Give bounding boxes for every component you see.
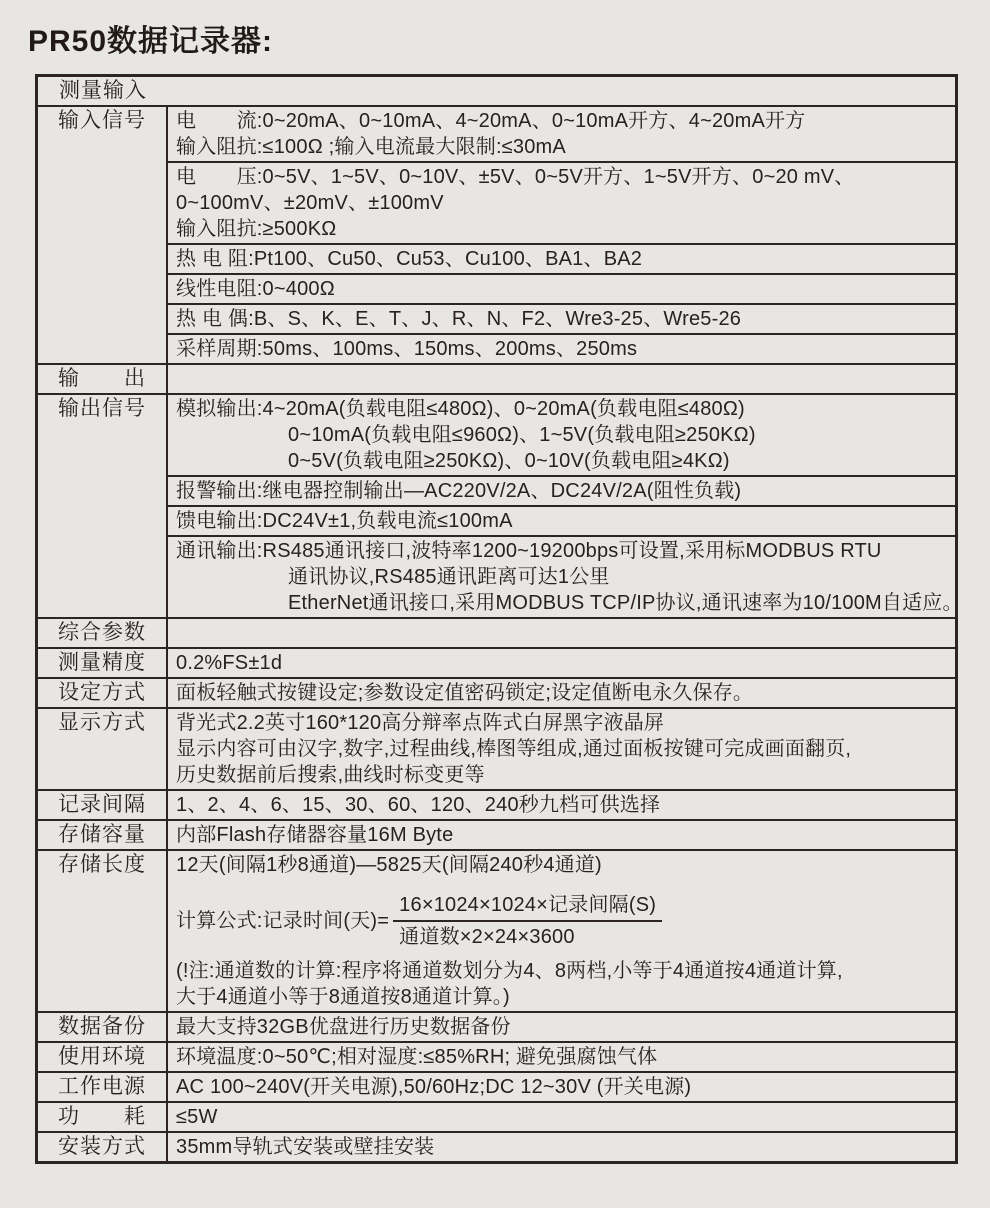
power-consumption-values [168,1103,955,1131]
row-label-record-interval: 记录间隔 [38,791,168,819]
data-backup-values [168,1013,955,1041]
output-analog-3: 0~5V(负载电阻≥250KΩ)、0~10V(负载电阻≥4KΩ) [288,450,730,472]
row-output-signal [38,393,963,617]
storage-length-range: 12天(间隔1秒8通道)—5825天(间隔240秒4通道) [176,854,602,876]
output-feed: 馈电输出:DC24V±1,负载电流≤100mA [176,510,513,532]
input-thermocouple-cell [168,303,955,333]
input-linear-resistance-cell [168,273,955,303]
mounting-values [168,1133,955,1161]
record-interval-values [168,791,955,819]
record-interval-value: 1、2、4、6、15、30、60、120、240秒九档可供选择 [176,794,661,816]
row-label-setting: 设定方式 [38,679,168,707]
row-storage-capacity [38,819,955,849]
storage-length-values [168,851,955,1011]
input-current-impedance: 输入阻抗:≤100Ω ;输入电流最大限制:≤30mA [176,136,566,158]
section-label-general: 综合参数 [38,619,168,647]
row-label-power-consumption: 功 耗 [38,1103,168,1131]
row-accuracy [38,647,955,677]
storage-capacity-value: 内部Flash存储器容量16M Byte [176,824,454,846]
accuracy-values [168,649,955,677]
output-analog-2: 0~10mA(负载电阻≤960Ω)、1~5V(负载电阻≥250KΩ) [288,424,756,446]
row-environment [38,1041,955,1071]
formula-fraction [393,892,662,950]
setting-value: 面板轻触式按键设定;参数设定值密码锁定;设定值断电永久保存。 [176,682,754,704]
row-power-consumption [38,1101,955,1131]
output-comm-cell [168,535,963,617]
power-supply-value: AC 100~240V(开关电源),50/60Hz;DC 12~30V (开关电源) [176,1076,692,1098]
display-values [168,709,955,789]
row-input-signal [38,105,955,363]
output-signal-values [168,395,963,617]
data-backup-value: 最大支持32GB优盘进行历史数据备份 [176,1016,511,1038]
section-row-output [38,363,955,393]
row-label-display: 显示方式 [38,709,168,789]
row-mounting [38,1131,955,1161]
output-feed-cell [168,505,955,535]
section-row-measure-input [38,77,955,105]
row-label-power-supply: 工作电源 [38,1073,168,1101]
display-line-3: 历史数据前后搜索,曲线时标变更等 [176,764,485,786]
section-row-general [38,617,955,647]
row-label-input-signal: 输入信号 [38,107,168,363]
storage-capacity-values [168,821,955,849]
setting-values [168,679,955,707]
output-analog-cell [168,395,955,475]
output-comm-1: 通讯输出:RS485通讯接口,波特率1200~19200bps可设置,采用标MODBUS RTU [176,540,882,562]
storage-length-note-1: (!注:通道数的计算:程序将通道数划分为4、8两档,小等于4通道按4通道计算, [176,960,843,982]
storage-length-formula [176,892,951,950]
display-line-1: 背光式2.2英寸160*120高分辩率点阵式白屏黑字液晶屏 [176,712,665,734]
row-label-mounting: 安装方式 [38,1133,168,1161]
input-voltage-ranges-1: 电 压:0~5V、1~5V、0~10V、±5V、0~5V开方、1~5V开方、0~20 mV、 [176,166,855,188]
input-rtd-cell [168,243,955,273]
formula-denominator: 通道数×2×24×3600 [399,926,575,948]
input-current-ranges: 电 流:0~20mA、0~10mA、4~20mA、0~10mA开方、4~20mA开方 [176,110,806,132]
section-label-output: 输 出 [38,365,168,393]
power-consumption-value: ≤5W [176,1106,218,1128]
row-power-supply [38,1071,955,1101]
input-linear-resistance: 线性电阻:0~400Ω [176,278,335,300]
output-comm-3: EtherNet通讯接口,采用MODBUS TCP/IP协议,通讯速率为10/100M自适应。 [288,592,963,614]
output-comm-2: 通讯协议,RS485通讯距离可达1公里 [288,566,610,588]
output-section-empty-cell [168,365,955,393]
input-thermocouple-types: 热 电 偶:B、S、K、E、T、J、R、N、F2、Wre3-25、Wre5-26 [176,308,742,330]
display-line-2: 显示内容可由汉字,数字,过程曲线,棒图等组成,通过面板按键可完成画面翻页, [176,738,852,760]
general-section-empty-cell [168,619,955,647]
input-voltage-cell [168,161,955,243]
row-display [38,707,955,789]
input-sample-periods: 采样周期:50ms、100ms、150ms、200ms、250ms [176,338,638,360]
input-current-cell [168,107,955,161]
input-voltage-impedance: 输入阻抗:≥500KΩ [176,218,337,240]
output-alarm: 报警输出:继电器控制输出—AC220V/2A、DC24V/2A(阻性负载) [176,480,742,502]
row-label-accuracy: 测量精度 [38,649,168,677]
input-sample-period-cell [168,333,955,363]
input-voltage-ranges-2: 0~100mV、±20mV、±100mV [176,192,444,214]
row-label-environment: 使用环境 [38,1043,168,1071]
output-alarm-cell [168,475,955,505]
row-label-storage-length: 存储长度 [38,851,168,1011]
row-label-data-backup: 数据备份 [38,1013,168,1041]
mounting-value: 35mm导轨式安装或壁挂安装 [176,1136,435,1158]
section-label-measure-input: 测量输入 [59,79,147,102]
row-label-storage-capacity: 存储容量 [38,821,168,849]
page-title: PR50数据记录器: [28,25,274,58]
input-rtd-types: 热 电 阻:Pt100、Cu50、Cu53、Cu100、BA1、BA2 [176,248,643,270]
power-supply-values [168,1073,955,1101]
environment-value: 环境温度:0~50℃;相对湿度:≤85%RH; 避免强腐蚀气体 [176,1046,658,1068]
row-setting [38,677,955,707]
formula-prefix: 计算公式:记录时间(天)= [176,910,390,932]
accuracy-value: 0.2%FS±1d [176,652,283,674]
input-signal-values [168,107,955,363]
environment-values [168,1043,955,1071]
spec-table [35,74,963,1164]
output-analog-1: 模拟输出:4~20mA(负载电阻≤480Ω)、0~20mA(负载电阻≤480Ω) [176,398,745,420]
formula-numerator: 16×1024×1024×记录间隔(S) [393,892,662,922]
storage-length-note-2: 大于4通道小等于8通道按8通道计算。) [176,986,510,1008]
row-record-interval [38,789,955,819]
row-data-backup [38,1011,955,1041]
storage-length-note [176,958,951,1010]
row-label-output-signal: 输出信号 [38,395,168,617]
row-storage-length [38,849,955,1011]
